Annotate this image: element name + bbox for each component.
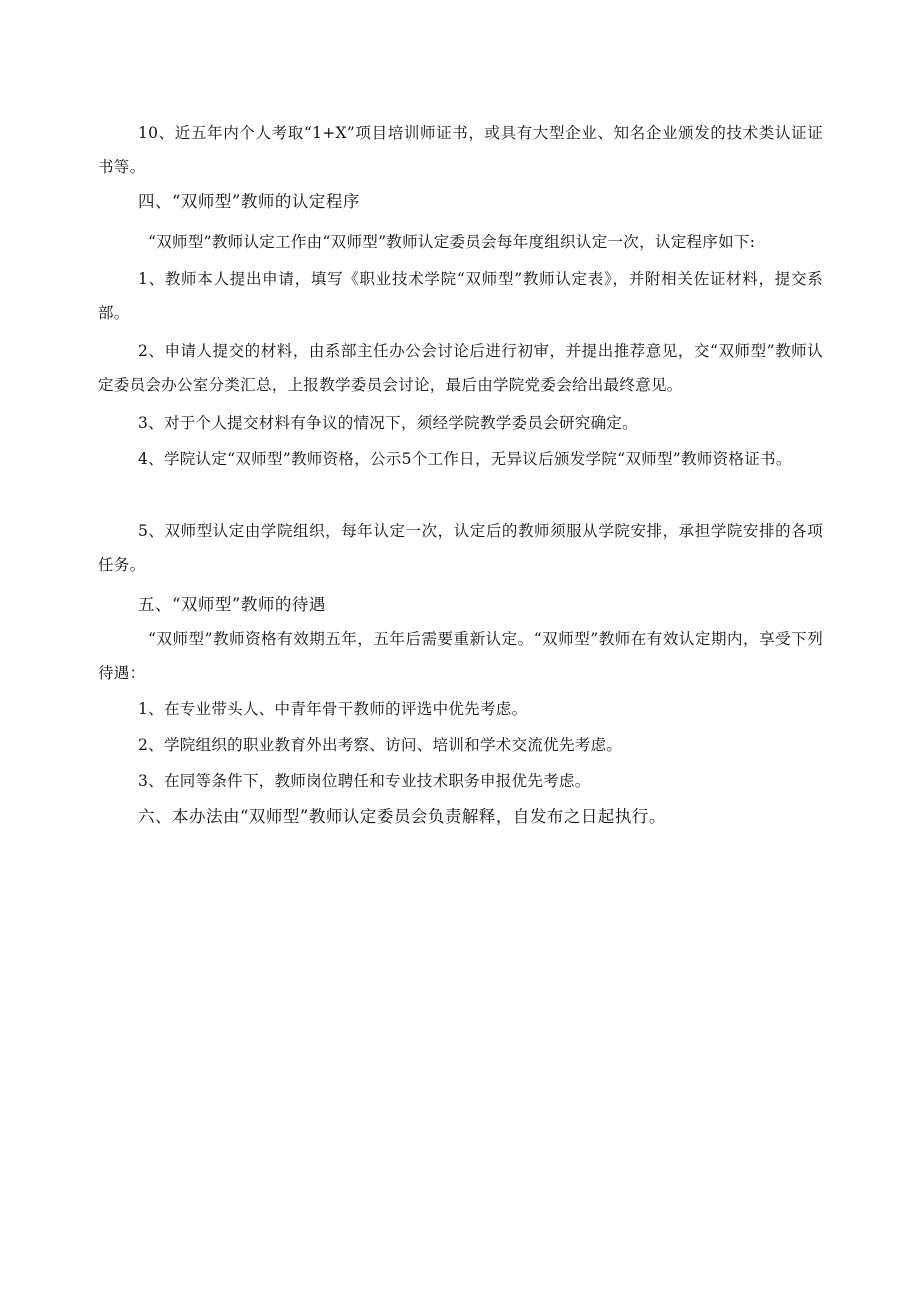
section-heading-procedure: 四、“双师型”教师的认定程序 bbox=[138, 192, 360, 211]
paragraph-benefit-1: 1、在专业带头人、中青年骨干教师的评选中优先考虑。 bbox=[138, 700, 528, 718]
paragraph-item-10: 10、近五年内个人考取“1+X”项目培训师证书，或具有大型企业、知名企业颁发的技术类认证证书等。 bbox=[98, 124, 823, 176]
paragraph-benefit-3: 3、在同等条件下，教师岗位聘任和专业技术职务申报优先考虑。 bbox=[138, 772, 591, 790]
paragraph-procedure-4: 4、学院认定“双师型”教师资格，公示5个工作日，无异议后颁发学院“双师型”教师资格证书。 bbox=[138, 450, 792, 468]
paragraph-procedure-intro: “双师型”教师认定工作由“双师型”教师认定委员会每年度组织认定一次，认定程序如下: bbox=[148, 233, 756, 251]
paragraph-procedure-5: 5、双师型认定由学院组织，每年认定一次，认定后的教师须服从学院安排，承担学院安排的各项任务。 bbox=[98, 522, 823, 574]
section-heading-benefits: 五、“双师型”教师的待遇 bbox=[138, 595, 326, 614]
paragraph-procedure-2: 2、申请人提交的材料，由系部主任办公会讨论后进行初审，并提出推荐意见，交“双师型”教师认定委员会办公室分类汇总，上报教学委员会讨论，最后由学院党委会给出最终意见。 bbox=[98, 342, 823, 394]
paragraph-benefits-intro: “双师型”教师资格有效期五年，五年后需要重新认定。“双师型”教师在有效认定期内，享受下列待遇： bbox=[98, 630, 823, 682]
paragraph-procedure-3: 3、对于个人提交材料有争议的情况下，须经学院教学委员会研究确定。 bbox=[138, 414, 638, 432]
paragraph-procedure-1: 1、教师本人提出申请，填写《职业技术学院“双师型”教师认定表》，并附相关佐证材料，提交系部。 bbox=[98, 270, 823, 322]
paragraph-benefit-2: 2、学院组织的职业教育外出考察、访问、培训和学术交流优先考虑。 bbox=[138, 736, 623, 754]
section-heading-interpretation: 六、本办法由“双师型”教师认定委员会负责解释，自发布之日起执行。 bbox=[138, 807, 666, 826]
